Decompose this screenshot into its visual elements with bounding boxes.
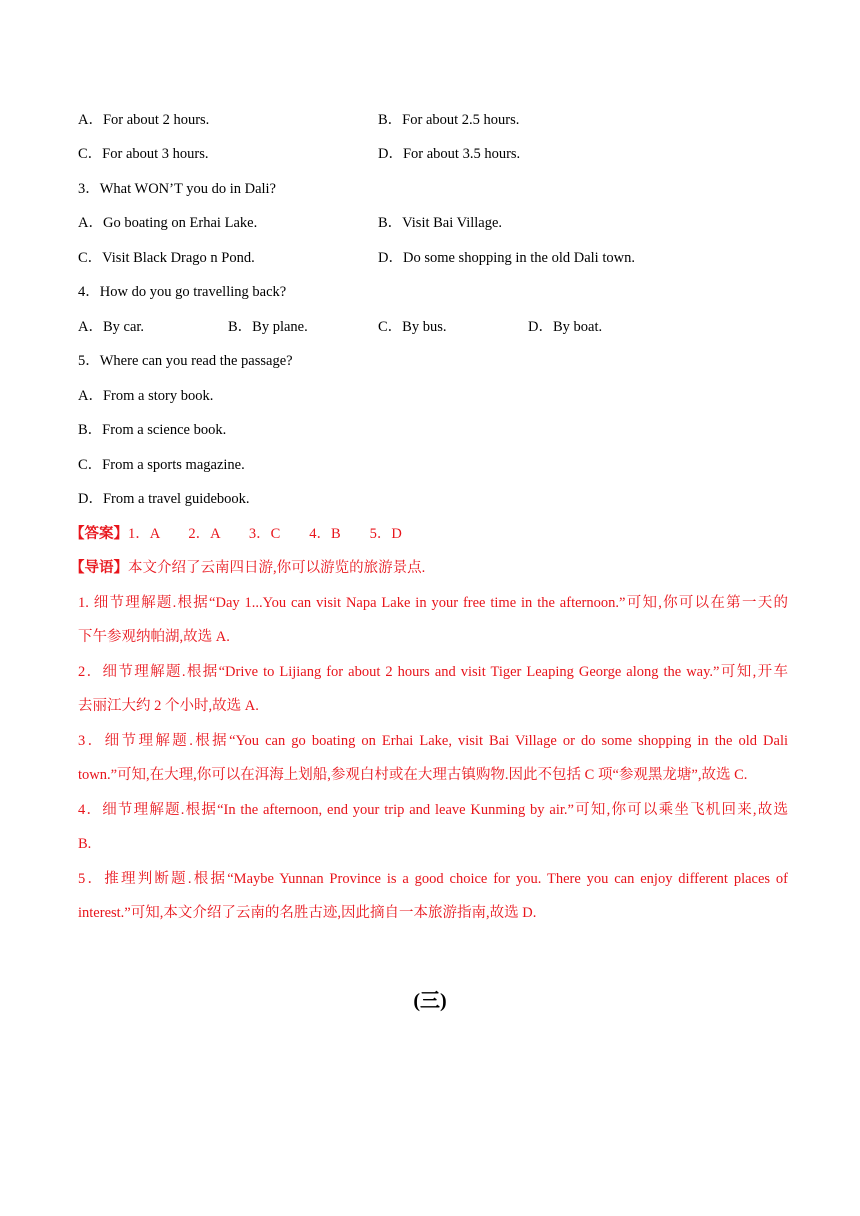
q3-option-b: B．Visit Bai Village.: [378, 215, 503, 231]
q2-option-b: B．For about 2.5 hours.: [378, 112, 520, 128]
q3-option-d: D．Do some shopping in the old Dali town.: [378, 250, 635, 266]
answer-line: [70, 524, 780, 544]
q4-option-a: A．By car.: [78, 319, 145, 335]
guide-label: 【导语】: [70, 560, 128, 576]
q4-stem: 4．How do you go travelling back?: [78, 284, 287, 300]
explanation-2-line-2: 去丽江大约 2 个小时,故选 A.: [78, 698, 259, 714]
explanation-4-line-1: 4．细节理解题.根据“In the afternoon, end your trip and leave Kunming by air.”可知,你可以乘坐飞机回来,故选: [78, 802, 788, 818]
section-title: (三): [413, 990, 447, 1012]
explanation-5-line-2: interest.”可知,本文介绍了云南的名胜古迹,因此摘自一本旅游指南,故选 D.: [78, 905, 537, 921]
explanation-3-line-2: town.”可知,在大理,你可以在洱海上划船,参观白村或在大理古镇购物.因此不包括 C 项“参观黑龙塘”,故选 C.: [78, 767, 748, 783]
explanation-5-line-1: 5．推理判断题.根据“Maybe Yunnan Province is a good choice for you. There you can enjoy different places of: [78, 871, 788, 887]
q3-option-c: C．Visit Black Drago n Pond.: [78, 250, 255, 266]
explanation-4-line-2: B.: [78, 836, 92, 852]
explanation-3-line-1: 3．细节理解题.根据“You can go boating on Erhai Lake, visit Bai Village or do some shopping in the old Dali: [78, 733, 788, 749]
q5-option-a: A．From a story book.: [78, 388, 214, 404]
guide-text: 本文介绍了云南四日游,你可以游览的旅游景点.: [128, 560, 426, 576]
q5-option-c: C．From a sports magazine.: [78, 457, 245, 473]
q4-option-c: C．By bus.: [378, 319, 447, 335]
explanation-1-line-2: 下午参观纳帕湖,故选 A.: [78, 629, 230, 645]
answer-text: 1．A 2．A 3．C 4．B 5．D: [128, 526, 402, 542]
q2-option-c: C．For about 3 hours.: [78, 146, 209, 162]
q5-option-d: D．From a travel guidebook.: [78, 491, 250, 507]
q4-option-b: B．By plane.: [228, 319, 308, 335]
q5-stem: 5．Where can you read the passage?: [78, 353, 293, 369]
guide-line: [70, 558, 780, 578]
explanation-2-line-1: 2．细节理解题.根据“Drive to Lijiang for about 2 hours and visit Tiger Leaping George along the way.”可知,开车: [78, 664, 788, 680]
q3-option-a: A．Go boating on Erhai Lake.: [78, 215, 258, 231]
q3-stem: 3．What WON’T you do in Dali?: [78, 181, 276, 197]
q4-option-d: D．By boat.: [528, 319, 603, 335]
q2-option-a: A．For about 2 hours.: [78, 112, 210, 128]
explanation-1-line-1: 1. 细节理解题.根据“Day 1...You can visit Napa Lake in your free time in the afternoon.”可知,你可以在第一天的: [78, 595, 788, 611]
q2-option-d: D．For about 3.5 hours.: [378, 146, 521, 162]
q5-option-b: B．From a science book.: [78, 422, 227, 438]
answer-label: 【答案】: [70, 526, 128, 542]
